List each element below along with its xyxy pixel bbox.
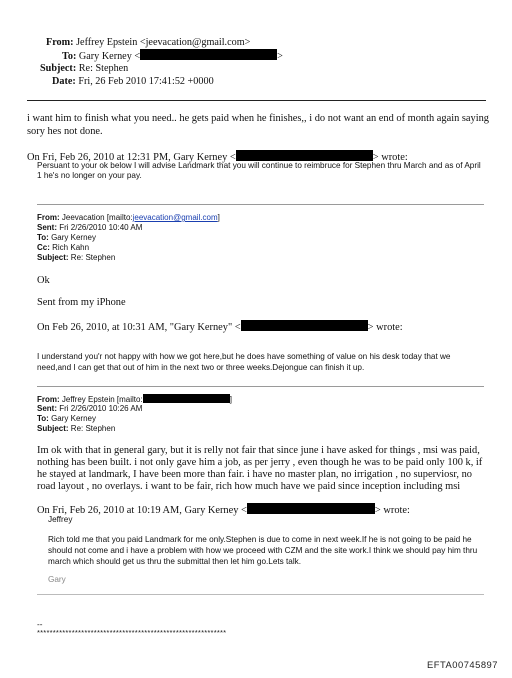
quote-line: march which should get us thru the submittal then let him go.Lets talk. bbox=[48, 557, 302, 566]
message-divider bbox=[37, 204, 484, 205]
header-divider bbox=[27, 100, 486, 101]
quote-line: should not come and i have a problem with how we proceed with CZM and the site work.I think we should pay him thru bbox=[48, 546, 478, 555]
msg3-from-row: From: Jeffrey Epstein [mailto: ] bbox=[37, 395, 232, 404]
header-subject-value: Re: Stephen bbox=[78, 63, 129, 74]
header-date-label: Date: bbox=[52, 76, 76, 87]
redaction-block bbox=[143, 394, 230, 403]
body-line: Im ok with that in general gary, but it is relly not fair that since june i have asked for things , msi was paid, bbox=[37, 445, 480, 456]
mailto-link[interactable]: jeevacation@gmail.com bbox=[132, 213, 218, 222]
redaction-block bbox=[140, 49, 277, 60]
msg3-subject-row: Subject: Re: Stephen bbox=[37, 424, 116, 433]
quote-signature: Gary bbox=[48, 575, 66, 584]
msg2-sent-row: Sent: Fri 2/26/2010 10:40 AM bbox=[37, 223, 143, 232]
redaction-block bbox=[241, 320, 368, 331]
header-from-row bbox=[46, 36, 250, 49]
quote-salutation: Jeffrey bbox=[48, 515, 73, 524]
quote-line: Persuant to your ok below I will advise Landmark that you will continue to reimbruce for Stephen thru March and as of April bbox=[37, 161, 481, 170]
message-divider bbox=[37, 386, 484, 387]
body-line: Ok bbox=[37, 275, 50, 286]
quote-intro: On Feb 26, 2010, at 10:31 AM, "Gary Kerney" < > wrote: bbox=[37, 322, 403, 333]
msg2-cc-row: Cc: Rich Kahn bbox=[37, 243, 90, 252]
body-line: he stayed at landmark, I have been more than fair. i have no master plan, no irrigation , no superviosr, no bbox=[37, 469, 472, 480]
quote-line: Rich told me that you paid Landmark for me only.Stephen is due to come in next week.If he is not going to be paid he bbox=[48, 535, 472, 544]
msg2-subject-row: Subject: Re: Stephen bbox=[37, 253, 116, 262]
redaction-block bbox=[236, 150, 373, 161]
redaction-block bbox=[247, 503, 375, 514]
footer-dashes: -- bbox=[37, 620, 43, 629]
header-subject-label: Subject: bbox=[40, 63, 77, 74]
header-to-row: To: Gary Kerney < > bbox=[62, 51, 283, 62]
header-from-label: From: bbox=[46, 37, 74, 48]
quote-line: 1 he's no longer on your pay. bbox=[37, 171, 142, 180]
header-to-label: To: bbox=[62, 51, 77, 62]
msg3-sent-row: Sent: Fri 2/26/2010 10:26 AM bbox=[37, 404, 143, 413]
msg3-to-row: To: Gary Kerney bbox=[37, 414, 96, 423]
msg2-from-row: From: Jeevacation [mailto:jeevacation@gmail.com] bbox=[37, 213, 220, 222]
body-line: road layout , no overlays. i want to be fair, rich how much have we paid since inception including msi bbox=[37, 481, 461, 492]
header-from-value: Jeffrey Epstein <jeevacation@gmail.com> bbox=[76, 37, 251, 48]
document-id: EFTA00745897 bbox=[427, 659, 498, 670]
header-date-row bbox=[52, 75, 214, 88]
body-line: nothing has been built. i not only gave him a job, as per jerry , even though he was to be paid only 100 k, if bbox=[37, 457, 483, 468]
header-to-value: Gary Kerney < bbox=[78, 51, 141, 62]
quote-intro: On Fri, Feb 26, 2010 at 12:31 PM, Gary Kerney < > wrote: bbox=[27, 152, 408, 163]
quote-line: need,and I can get that out of him in the next two or three weeks.Dejongue can finish it up. bbox=[37, 363, 365, 372]
footer-stars: ************************************************************ bbox=[37, 628, 227, 637]
body-line: i want him to finish what you need.. he gets paid when he finishes,, i do not want an end of month again saying bbox=[27, 113, 490, 124]
body-line: Sent from my iPhone bbox=[37, 297, 126, 308]
body-line: sory hes not done. bbox=[27, 126, 103, 137]
msg2-to-row: To: Gary Kerney bbox=[37, 233, 96, 242]
quote-line: I understand you'r not happy with how we got here,but he does have something of value on his desk today that we bbox=[37, 352, 451, 361]
quote-intro: On Fri, Feb 26, 2010 at 10:19 AM, Gary Kerney < > wrote: bbox=[37, 505, 410, 516]
quote-divider bbox=[37, 594, 484, 595]
header-subject-row bbox=[40, 62, 128, 75]
header-date-value: Fri, 26 Feb 2010 17:41:52 +0000 bbox=[78, 76, 214, 87]
